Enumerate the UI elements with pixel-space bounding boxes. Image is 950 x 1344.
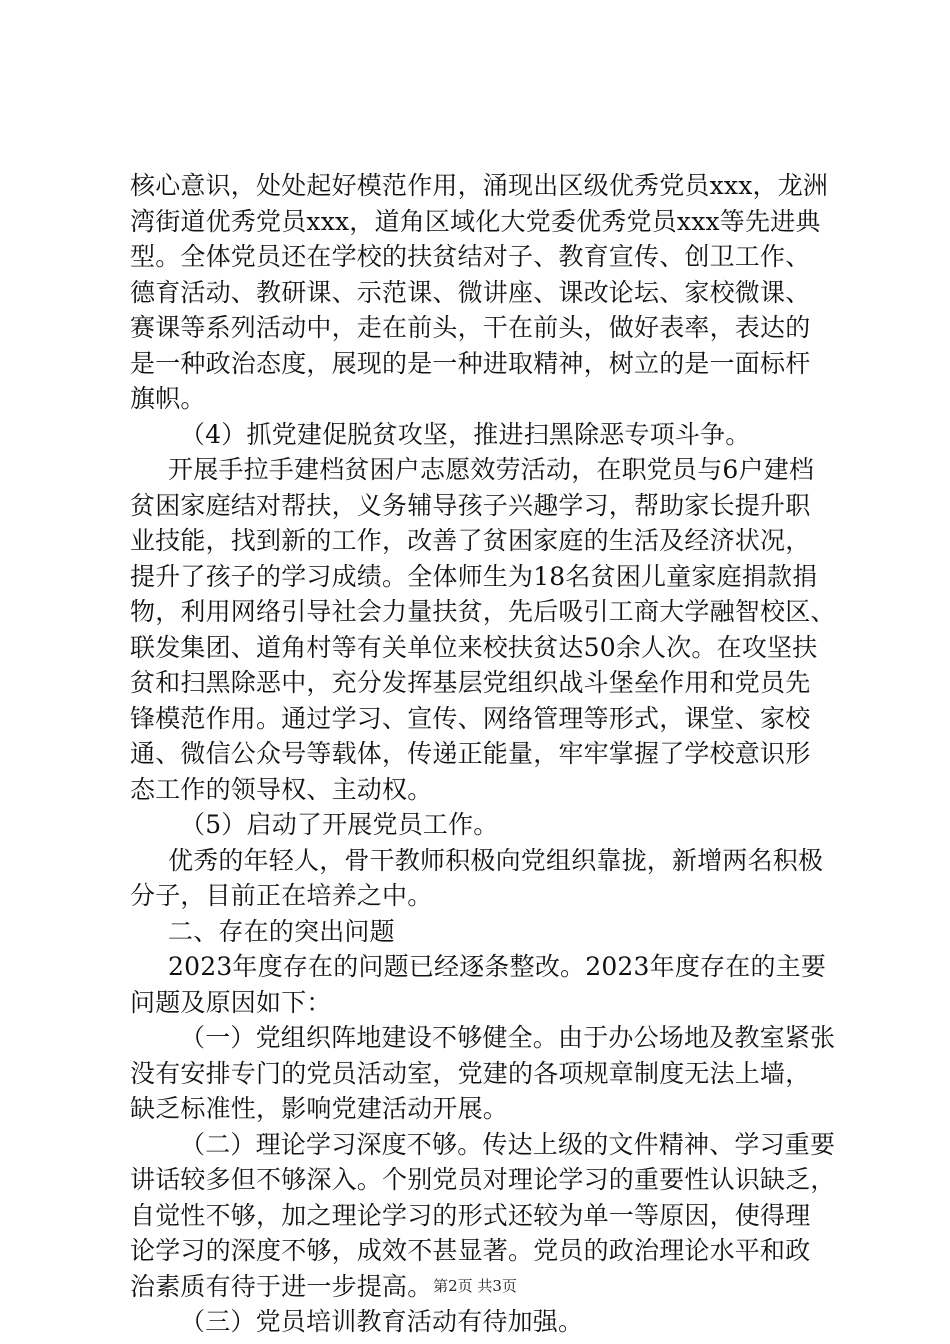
text-line: 贫困家庭结对帮扶，义务辅导孩子兴趣学习，帮助家长提升职 [130, 490, 811, 520]
text-line: 贫和扫黑除恶中，充分发挥基层党组织战斗堡垒作用和党员先 [130, 668, 811, 697]
text-line: 缺乏标准性，影响党建活动开展。 [130, 1094, 509, 1123]
text-line: 是一种政治态度，展现的是一种进取精神，树立的是一面标杆 [130, 348, 811, 378]
text-line: （一）党组织阵地建设不够健全。由于办公场地及教室紧张 [180, 1023, 836, 1052]
text-line: 业技能，找到新的工作，改善了贫困家庭的生活及经济状况， [130, 526, 811, 555]
text-line: 物，利用网络引导社会力量扶贫，先后吸引工商大学融智校区、 [130, 597, 836, 626]
text-line: 问题及原因如下： [130, 987, 332, 1017]
text-line: 治素质有待于进一步提高。 [130, 1271, 433, 1301]
text-line: 优秀的年轻人，骨干教师积极向党组织靠拢，新增两名积极 [168, 845, 824, 875]
text-line: 型。全体党员还在学校的扶贫结对子、教育宣传、创卫工作、 [130, 242, 811, 271]
text-line: 赛课等系列活动中，走在前头，干在前头，做好表率，表达的 [130, 313, 811, 342]
text-line: （4）抓党建促脱贫攻坚，推进扫黑除恶专项斗争。 [180, 419, 751, 449]
text-line: 自觉性不够，加之理论学习的形式还较为单一等原因，使得理 [130, 1200, 811, 1230]
text-line: 旗帜。 [130, 384, 206, 413]
text-line: 通、微信公众号等载体，传递正能量，牢牢掌握了学校意识形 [130, 739, 811, 768]
text-line: 论学习的深度不够，成效不甚显著。党员的政治理论水平和政 [130, 1236, 811, 1265]
text-line: 分子，目前正在培养之中。 [130, 881, 433, 910]
text-line: 德育活动、教研课、示范课、微讲座、课改论坛、家校微课、 [130, 277, 811, 307]
page-footer: 第2页 共3页 [433, 1277, 517, 1295]
document-body [130, 168, 840, 1340]
text-line: 锋模范作用。通过学习、宣传、网络管理等形式，课堂、家校 [130, 703, 811, 733]
text-line: （5）启动了开展党员工作。 [180, 810, 499, 839]
text-line: 核心意识，处处起好模范作用，涌现出区级优秀党员xxx，龙洲 [130, 171, 829, 200]
text-line: 二、存在的突出问题 [168, 916, 395, 946]
text-line: （三）党员培训教育活动有待加强。 [180, 1307, 584, 1336]
text-line: 态工作的领导权、主动权。 [130, 774, 433, 804]
text-line: 提升了孩子的学习成绩。全体师生为18名贫困儿童家庭捐款捐 [130, 561, 818, 591]
text-line: （二）理论学习深度不够。传达上级的文件精神、学习重要 [180, 1129, 836, 1159]
text-line: 没有安排专门的党员活动室，党建的各项规章制度无法上墙， [130, 1058, 811, 1088]
text-line: 2023年度存在的问题已经逐条整改。2023年度存在的主要 [168, 952, 827, 981]
text-line: 湾街道优秀党员xxx，道角区域化大党委优秀党员xxx等先进典 [130, 206, 821, 236]
text-line: 讲话较多但不够深入。个别党员对理论学习的重要性认识缺乏， [130, 1165, 836, 1194]
text-line: 开展手拉手建档贫困户志愿效劳活动，在职党员与6户建档 [168, 455, 815, 484]
text-line: 联发集团、道角村等有关单位来校扶贫达50余人次。在攻坚扶 [130, 632, 818, 662]
